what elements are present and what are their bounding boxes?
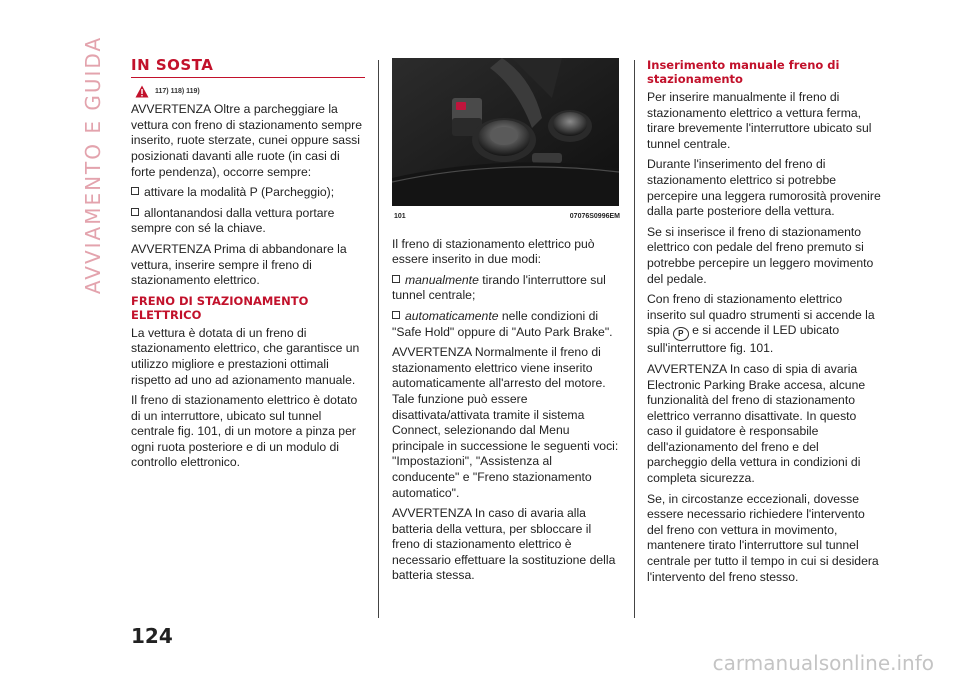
body-paragraph: Se, in circostanze eccezionali, dovesse essere necessario richiedere l'intervento del freno con vettura in movimento, mantenere tirato l'interruttore sul tunnel centrale per tutto il tempo in cui si desidera l'intervento del freno stesso.: [647, 491, 879, 584]
checkbox-bullet-icon: [131, 187, 139, 195]
figure-caption: [394, 209, 620, 225]
body-paragraph: Il freno di stazionamento elettrico può essere inserito in due modi:: [392, 236, 595, 267]
warning-paragraph: AVVERTENZA In caso di spia di avaria Electronic Parking Brake accesa, alcune funzionalità del freno di stazionamento elettrico verranno disattivate. In questo caso il guidatore è responsabile dell'azionamento del freno e del parcheggio della vettura in condizioni di completa sicurezza.: [647, 361, 866, 486]
checkbox-bullet-icon: [131, 208, 139, 216]
figure-number: 101: [394, 213, 406, 220]
column-3: [647, 58, 881, 590]
warning-paragraph: AVVERTENZA Oltre a parcheggiare la vettura con freno di stazionamento sempre inserito, ruote sterzate, cunei oppure sassi posizionati davanti alle ruote (in casi di forte pendenza), occorre sempre:: [131, 102, 363, 179]
watermark: carmanualsonline.info: [712, 651, 934, 675]
checkbox-bullet-icon: [392, 275, 400, 283]
page-number: 124: [131, 624, 173, 648]
chapter-side-tab: [68, 35, 118, 295]
column-divider: [634, 60, 635, 618]
parking-brake-warning-lamp-icon: P: [673, 327, 689, 341]
bullet-item: manualmente tirando l'interruttore sul tunnel centrale;: [392, 272, 606, 303]
column-divider: [378, 60, 379, 618]
warning-references: [135, 84, 365, 100]
figure-code: 07076S0996EM: [569, 213, 620, 220]
warning-paragraph: AVVERTENZA In caso di avaria alla batteria della vettura, per sbloccare il freno di stazionamento elettrico è necessario effettuare la sostituzione della batteria stessa.: [392, 506, 616, 583]
warning-triangle-icon: [135, 85, 149, 98]
warning-refs-text: 117) 118) 119): [155, 87, 200, 95]
section-title: IN SOSTA: [131, 58, 365, 78]
column-1: [131, 58, 365, 476]
figure-101-photo: [392, 58, 619, 206]
bullet-item: allontanandosi dalla vettura portare sempre con sé la chiave.: [131, 205, 335, 236]
body-paragraph: Per inserire manualmente il freno di stazionamento elettrico a vettura ferma, tirare brevemente l'interruttore ubicato sul tunnel centrale.: [647, 90, 872, 151]
body-paragraph: Durante l'inserimento del freno di stazionamento elettrico si potrebbe percepire una leggera rumorosità provenire dalla parte posteriore della vettura.: [647, 157, 881, 219]
warning-paragraph: AVVERTENZA Normalmente il freno di stazionamento elettrico viene inserito automaticamente all'arresto del motore. Tale funzione può essere disattivata/attivata tramite il sistema Connect, selezionando dal Menu principale in successione le seguenti voci: "Impostazioni", "Assistenza al conducente" e "Freno stazionamento automatico".: [392, 345, 619, 500]
subsection-title: Inserimento manuale freno di stazionamento: [647, 58, 840, 86]
checkbox-bullet-icon: [392, 311, 400, 319]
body-paragraph: Il freno di stazionamento elettrico è dotato di un interruttore, ubicato sul tunnel centrale fig. 101, di un motore a pinza per ogni ruota posteriore e di un modulo di controllo elettronico.: [131, 393, 358, 470]
column-2: [392, 58, 622, 589]
bullet-item: attivare la modalità P (Parcheggio);: [131, 185, 365, 201]
body-paragraph: Se si inserisce il freno di stazionamento elettrico con pedale del freno premuto si potrebbe percepire un leggero movimento del pedale.: [647, 224, 874, 286]
body-paragraph: La vettura è dotata di un freno di stazionamento elettrico, che garantisce un utilizzo migliore e prestazioni ottimali rispetto ad uno ad azionamento manuale.: [131, 325, 360, 387]
parking-brake-switch-photo: [392, 58, 619, 206]
warning-paragraph: AVVERTENZA Prima di abbandonare la vettura, inserire sempre il freno di stazionamento elettrico.: [131, 241, 347, 288]
subsection-title: FRENO DI STAZIONAMENTO ELETTRICO: [131, 293, 309, 322]
chapter-title: AVVIAMENTO E GUIDA: [81, 35, 105, 295]
bullet-item: automaticamente nelle condizioni di "Safe Hold" oppure di "Auto Park Brake".: [392, 308, 613, 339]
body-paragraph: Con freno di stazionamento elettrico inserito sul quadro strumenti si accende la spia P e si accende il LED ubicato sull'interruttore fig. 101.: [647, 292, 875, 356]
